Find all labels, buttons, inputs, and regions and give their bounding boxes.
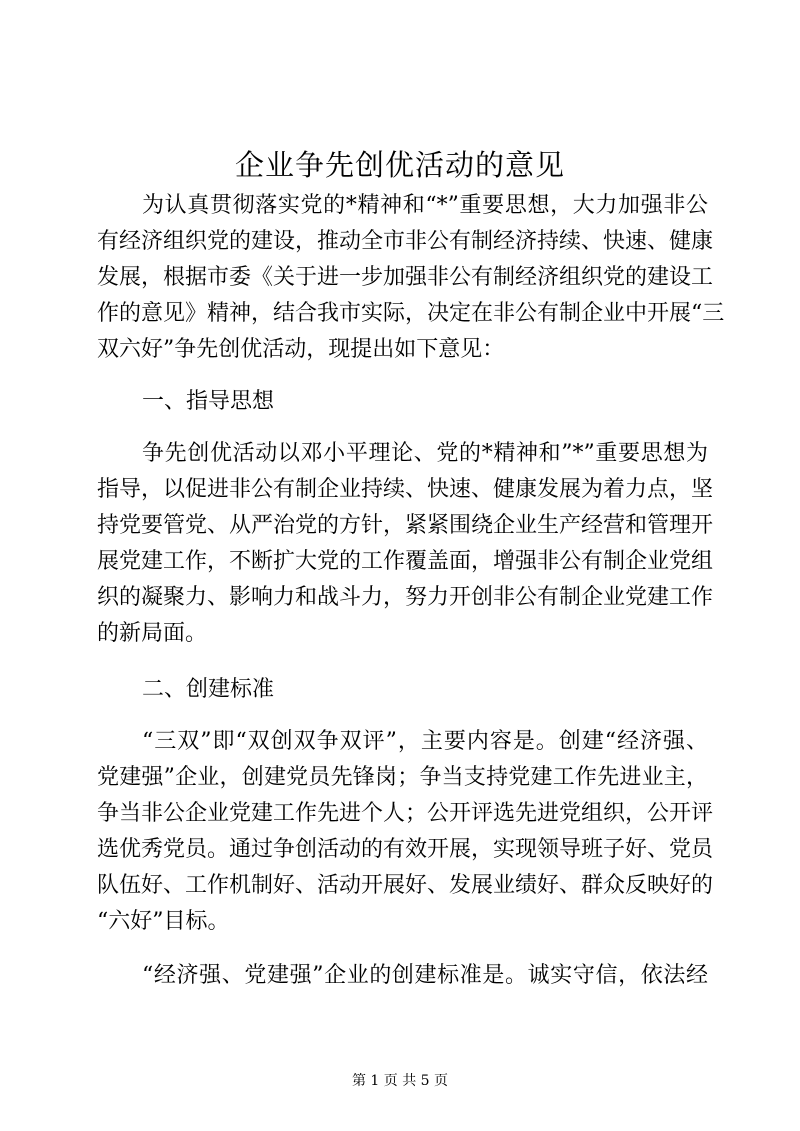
section-heading: 二、创建标准 [142,677,275,702]
paragraph-line: 党建强”企业，创建党员先锋岗；争当支持党建工作先进业主， [97,765,708,790]
paragraph-line: 指导，以促进非公有制企业持续、快速、健康发展为着力点，坚 [97,477,714,502]
paragraph-line: 双六好”争先创优活动，现提出如下意见： [97,337,505,362]
paragraph-line: 争当非公企业党建工作先进个人；公开评选先进党组织，公开评 [97,801,714,826]
paragraph-line: 作的意见》精神，结合我市实际，决定在非公有制企业中开展“三 [97,301,725,326]
paragraph-line: 争先创优活动以邓小平理论、党的*精神和”*”重要思想为 [142,441,708,466]
paragraph-line: 发展，根据市委《关于进一步加强非公有制经济组织党的建设工 [97,265,714,290]
paragraph-line: 织的凝聚力、影响力和战斗力，努力开创非公有制企业党建工作 [97,585,714,610]
paragraph-line: “六好”目标。 [97,909,230,934]
document-title: 企业争先创优活动的意见 [234,148,565,182]
page-number-footer: 第 1 页 共 5 页 [351,1073,449,1089]
paragraph-line: 展党建工作，不断扩大党的工作覆盖面，增强非公有制企业党组 [97,549,714,574]
paragraph-line: 的新局面。 [97,621,208,646]
paragraph-line: 选优秀党员。通过争创活动的有效开展，实现领导班子好、党员 [97,837,714,862]
paragraph-line: 队伍好、工作机制好、活动开展好、发展业绩好、群众反映好的 [97,873,714,898]
section-heading: 一、指导思想 [142,389,275,414]
paragraph-line: “经济强、党建强”企业的创建标准是。诚实守信，依法经 [142,963,708,988]
paragraph-line: 持党要管党、从严治党的方针，紧紧围绕企业生产经营和管理开 [97,513,714,538]
paragraph-line: 为认真贯彻落实党的*精神和“*”重要思想，大力加强非公 [142,193,708,218]
paragraph-line: 有经济组织党的建设，推动全市非公有制经济持续、快速、健康 [97,229,714,254]
paragraph-line: “三双”即“双创双争双评”，主要内容是。创建“经济强、 [142,729,708,754]
